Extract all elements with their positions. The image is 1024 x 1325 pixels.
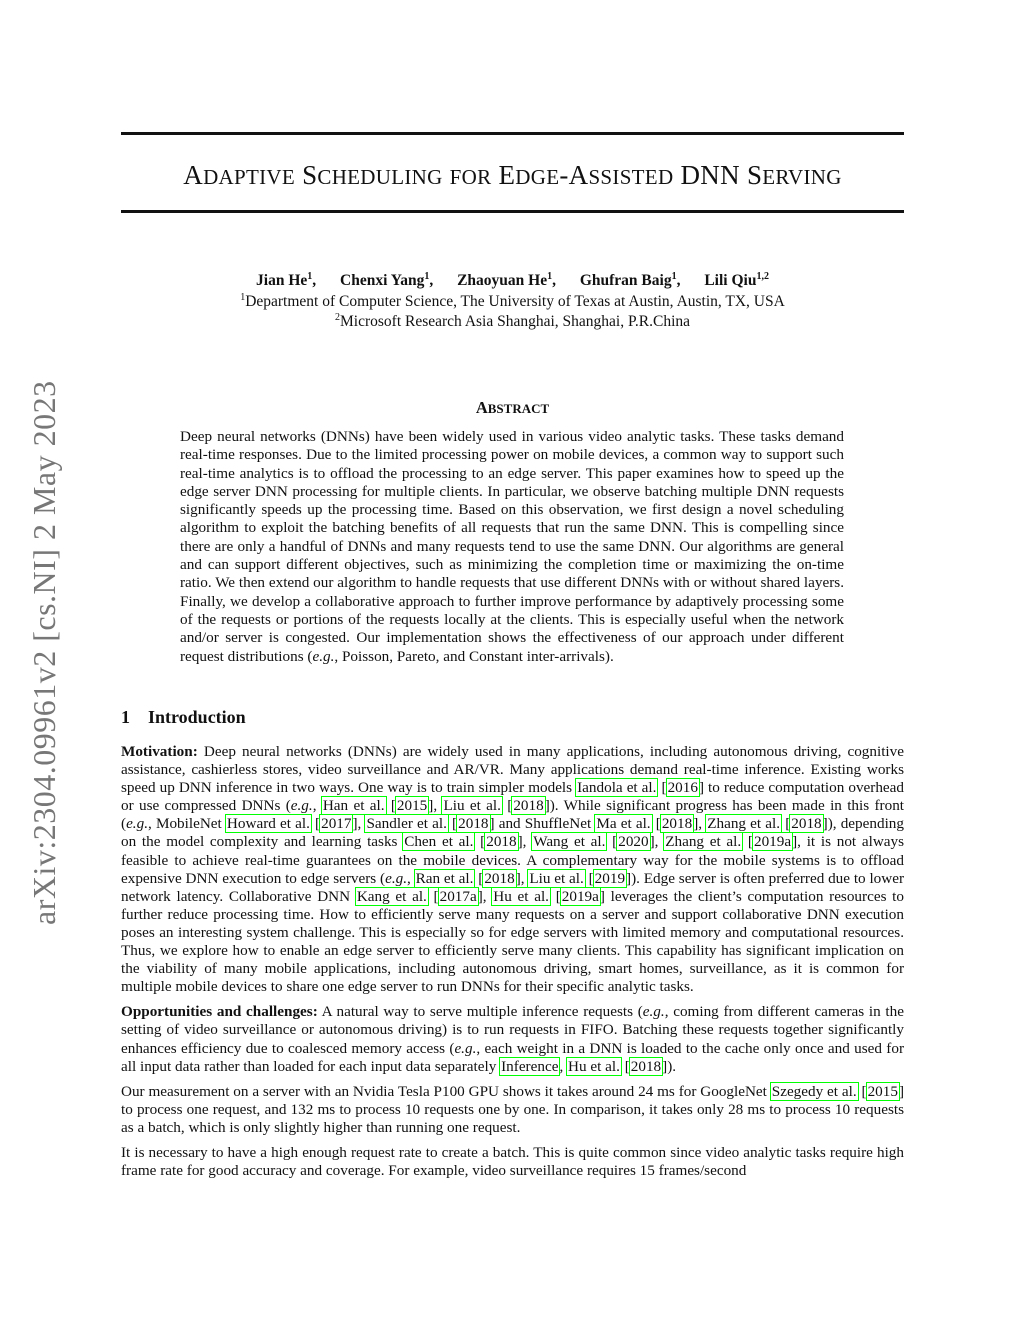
affiliation-2: $^2$Microsoft Research Asia Shanghai, Shanghai, P.R.China [335,311,690,330]
author: Jian He$^1$, [256,270,317,289]
citation-link[interactable]: 2019a [753,833,792,851]
citation-link[interactable]: 2018 [484,869,515,887]
citation-link[interactable]: Liu et al. [529,869,584,887]
citation-link[interactable]: Kang et al. [356,887,427,905]
arxiv-side-stamp: arXiv:2304.09961v2 [cs.NI] 2 May 2023 [26,380,62,925]
citation-link[interactable]: 2018 [513,797,544,815]
citation-link[interactable]: 2015 [396,797,428,815]
citation-link[interactable]: Ran et al. [415,869,474,887]
citation-link[interactable]: 2020 [618,833,649,851]
paragraph-opportunities: Opportunities and challenges: A natural way to serve multiple inference requests (e.g., coming from different cameras in the setting of video surveillance or autonomous driving) is to run requests in FIFO. Batching these requests together significantly enhances efficiency due to coalesced memory access (e.g., each weight in a DNN is loaded to the cache only once and used for all input data rather than loaded for each input data separately Inference, Hu et al. [2018]). [121,1003,905,1075]
citation-link[interactable]: 2018 [486,833,517,851]
author-list [121,272,904,290]
abstract-heading: ABSTRACT [475,398,550,417]
paragraph-measurement: Our measurement on a server with an Nvidia Tesla P100 GPU shows it takes around 24 ms for GoogleNet Szegedy et al. [2015] to process one request, and 132 ms to process 10 requests one by one. In comparison, it takes only 28 ms to process 10 requests as a batch, which is only slightly higher than running one request. [121,1082,904,1136]
author: Lili Qiu$^{1,2}$ [704,270,769,289]
abstract-text: Deep neural networks (DNNs) have been widely used in various video analytic tasks. These tasks demand real-time responses. Due to the limited processing power on mobile devices, a common way to support such real-time analytics is to offload the processing to an edge server. This paper examines how to speed up the edge server DNN processing for multiple clients. In particular, we observe batching multiple DNN requests significantly speeds up the processing time. Based on this observation, we first design a novel scheduling algorithm to exploit the batching benefits of all requests that run the same DNN. This is compelling since there are only a handful of DNNs and many requests tend to use the same DNN. Our algorithms are general and can support different objectives, such as minimizing the completion time or maximizing the on-time ratio. We then extend our algorithm to handle requests that use different DNNs with or without shared layers. Finally, we develop a collaborative approach to further improve performance by adaptively processing some of the requests or portions of the requests locally at the clients. This is especially useful when the network and/or server is congested. Our implementation shows the effectiveness of our approach under different request distributions (e.g., Poisson, Pareto, and Constant inter-arrivals). [180,428,844,665]
citation-link[interactable]: 2015 [867,1082,898,1100]
citation-link[interactable]: Chen et al. [404,833,474,851]
paragraph-request-rate: It is necessary to have a high enough request rate to create a batch. This is quite common since video analytic tasks require high frame rate for good accuracy and coverage. For example, video surveillance requires 15 frames/second [121,1143,904,1180]
citation-link[interactable]: Liu et al. [443,797,501,815]
citation-link[interactable]: 2018 [661,815,693,833]
author: Zhaoyuan He$^1$, [457,270,556,289]
citation-link[interactable]: Hu et al. [568,1057,620,1075]
citation-link[interactable]: Zhang et al. [707,815,781,833]
citation-link[interactable]: Han et al. [322,797,385,815]
citation-link[interactable]: Sandler et al. [366,815,447,833]
citation-link[interactable]: Iandola et al. [577,779,657,797]
affiliation-1: $^1$Department of Computer Science, The University of Texas at Austin, Austin, TX, USA [240,291,785,310]
citation-link[interactable]: 2018 [791,815,822,833]
title-top-rule [121,132,904,135]
citation-link[interactable]: Wang et al. [533,833,606,851]
paragraph-motivation: Motivation: Deep neural networks (DNNs) are widely used in many applications, including autonomous driving, cognitive assistance, cashierless stores, video surveillance and AR/VR. Many applications demand real-time inference. Existing works speed up DNN inference in two ways. One way is to train simpler models Iandola et al. [2016] to reduce computation overhead or use compressed DNNs (e.g., Han et al. [2015], Liu et al. [2018]). While significant progress has been made in this front (e.g., MobileNet Howard et al. [2017], Sandler et al. [2018] and ShuffleNet Ma et al. [2018], Zhang et al. [2018]), depending on the model complexity and learning tasks Chen et al. [2018], Wang et al. [2020], Zhang et al. [2019a], it is not always feasible to achieve real-time guarantees on the mobile devices. A complementary way for the mobile systems is to offload expensive DNN execution to edge servers (e.g., Ran et al. [2018], Liu et al. [2019]). Edge server is often preferred due to lower network latency. Collaborative DNN Kang et al. [2017a], Hu et al. [2019a] leverages the client’s computation resources to further reduce processing time. How to efficiently serve many requests on a server and support collaborative DNN execution poses an interesting system challenge. This is especially so for edge servers with limited memory and computational resources. Thus, we explore how to enable an edge server to efficiently serve many clients. This capability has significant implication on the viability of many mobile applications, including autonomous driving, smart homes, surveillance, as it is common for multiple mobile devices to share one edge server to run DNNs for their specific analytic tasks. [121,743,905,996]
citation-link[interactable]: Howard et al. [226,815,310,833]
author: Ghufran Baig$^1$, [579,270,681,289]
citation-link[interactable]: 2017 [321,815,352,833]
section-heading: 1 Introduction [121,707,246,727]
citation-link[interactable]: Inference [501,1057,559,1075]
citation-link[interactable]: Hu et al. [493,887,549,905]
title-bottom-rule [121,210,904,213]
citation-link[interactable]: Szegedy et al. [771,1082,857,1100]
citation-link[interactable]: Zhang et al. [665,833,742,851]
citation-link[interactable]: 2019a [561,887,599,905]
citation-link[interactable]: 2018 [458,815,489,833]
citation-link[interactable]: 2016 [667,779,698,797]
citation-link[interactable]: 2019 [594,869,626,887]
citation-link[interactable]: Ma et al. [596,815,651,833]
citation-link[interactable]: 2018 [630,1057,662,1075]
paper-title: ADAPTIVE SCHEDULING FOR EDGE-ASSISTED DNN SERVING [183,160,842,190]
author: Chenxi Yang$^1$, [340,270,434,289]
intro-body [121,743,904,1187]
citation-link[interactable]: 2017a [439,887,477,905]
